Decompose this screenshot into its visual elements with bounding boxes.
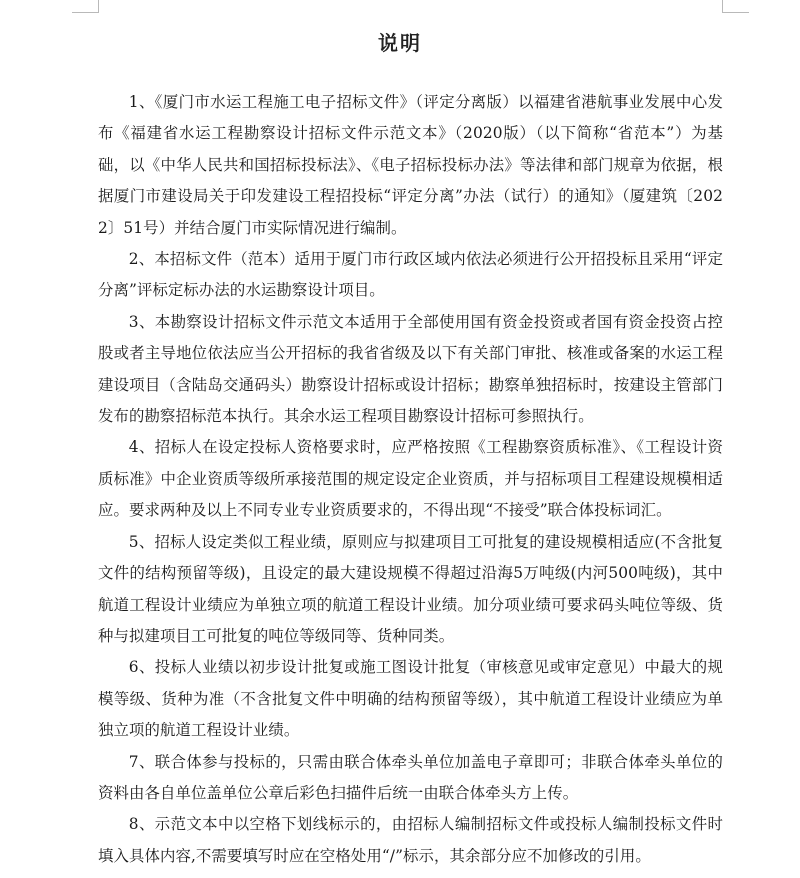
paragraph-2: 2、本招标文件（范本）适用于厦门市行政区域内依法必须进行公开招投标且采用“评定分离”评标定标办法的水运勘察设计项目。: [98, 250, 723, 300]
document-body: [98, 87, 723, 872]
page-corner-mark-left: [72, 0, 99, 13]
paragraph-5: 5、招标人设定类似工程业绩，原则应与拟建项目工可批复的建设规模相适应(不含批复文件的结构预留等级)，且设定的最大建设规模不得超过沿海5万吨级(内河500吨级)，其中航道工程设计业绩应为单独立项的航道工程设计业绩。加分项业绩可要求码头吨位等级、货种与拟建项目工可批复的吨位等级同等、货种同类。: [98, 532, 723, 645]
paragraph-4: 4、招标人在设定投标人资格要求时，应严格按照《工程勘察资质标准》、《工程设计资质标准》中企业资质等级所承接范围的规定设定企业资质，并与招标项目工程建设规模相适应。要求两种及以上不同专业专业资质要求的，不得出现“不接受”联合体投标词汇。: [98, 438, 723, 520]
paragraph-1: 1、《厦门市水运工程施工电子招标文件》（评定分离版）以福建省港航事业发展中心发布《福建省水运工程勘察设计招标文件示范文本》（2020版）（以下简称“省范本”）为基础，以《中华人民共和国招标投标法》、《电子招标投标办法》等法律和部门规章为依据，根据厦门市建设局关于印发建设工程招投标“评定分离”办法（试行）的通知》（厦建筑〔2022〕51号）并结合厦门市实际情况进行编制。: [98, 93, 723, 237]
page-corner-mark-right: [722, 0, 749, 13]
paragraph-3: 3、本勘察设计招标文件示范文本适用于全部使用国有资金投资或者国有资金投资占控股或者主导地位依法应当公开招标的我省省级及以下有关部门审批、核准或备案的水运工程建设项目（含陆岛交通码头）勘察设计招标或设计招标；勘察单独招标时，按建设主管部门发布的勘察招标范本执行。其余水运工程项目勘察设计招标可参照执行。: [98, 312, 723, 426]
paragraph-8: 8、示范文本中以空格下划线标示的，由招标人编制招标文件或投标人编制投标文件时填入具体内容,不需要填写时应在空格处用“/”标示，其余部分应不加修改的引用。: [98, 815, 723, 865]
document-title: 说明: [378, 31, 422, 55]
paragraph-6: 6、投标人业绩以初步设计批复或施工图设计批复（审核意见或审定意见）中最大的规模等级、货种为准（不含批复文件中明确的结构预留等级），其中航道工程设计业绩应为单独立项的航道工程设计业绩。: [98, 658, 723, 740]
paragraph-7: 7、联合体参与投标的，只需由联合体牵头单位加盖电子章即可；非联合体牵头单位的资料由各自单位盖单位公章后彩色扫描件后统一由联合体牵头方上传。: [98, 752, 723, 802]
